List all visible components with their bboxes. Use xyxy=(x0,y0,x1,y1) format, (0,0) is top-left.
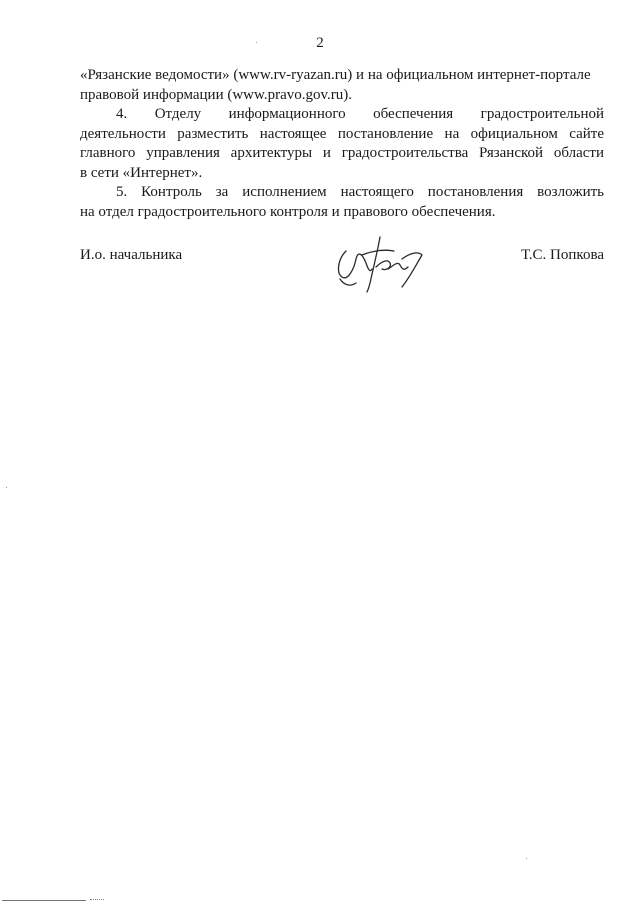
paragraph-5-line-2: на отдел градостроительного контроля и правового обеспечения. xyxy=(80,203,496,220)
scan-speck xyxy=(256,42,257,43)
document-body xyxy=(80,66,604,222)
paragraph-4-line-2: деятельности разместить настоящее постановление на официальном сайте xyxy=(80,125,604,142)
paragraph-4-line-1: 4. Отделу информационного обеспечения градостроительной xyxy=(116,106,604,122)
page-number: 2 xyxy=(316,35,324,51)
signature-block xyxy=(80,247,604,307)
paragraph-4-line-3: главного управления архитектуры и градостроительства Рязанской области xyxy=(80,145,604,161)
scan-speck xyxy=(6,487,7,488)
signatory-name: Т.С. Попкова xyxy=(521,247,604,263)
paragraph-3-line-2: правовой информации (www.pravo.gov.ru). xyxy=(80,86,353,103)
signatory-position: И.о. начальника xyxy=(80,247,183,263)
paragraph-3-line-1: «Рязанские ведомости» (www.rv-ryazan.ru) и на официальном интернет-портале xyxy=(80,67,591,83)
paragraph-5-line-1: 5. Контроль за исполнением настоящего постановления возложить xyxy=(116,184,604,200)
footer-rule xyxy=(2,900,86,901)
handwritten-signature xyxy=(332,229,432,295)
scan-speck xyxy=(526,858,527,859)
footer-marks xyxy=(90,899,104,902)
paragraph-4-line-4: в сети «Интернет». xyxy=(80,164,203,181)
